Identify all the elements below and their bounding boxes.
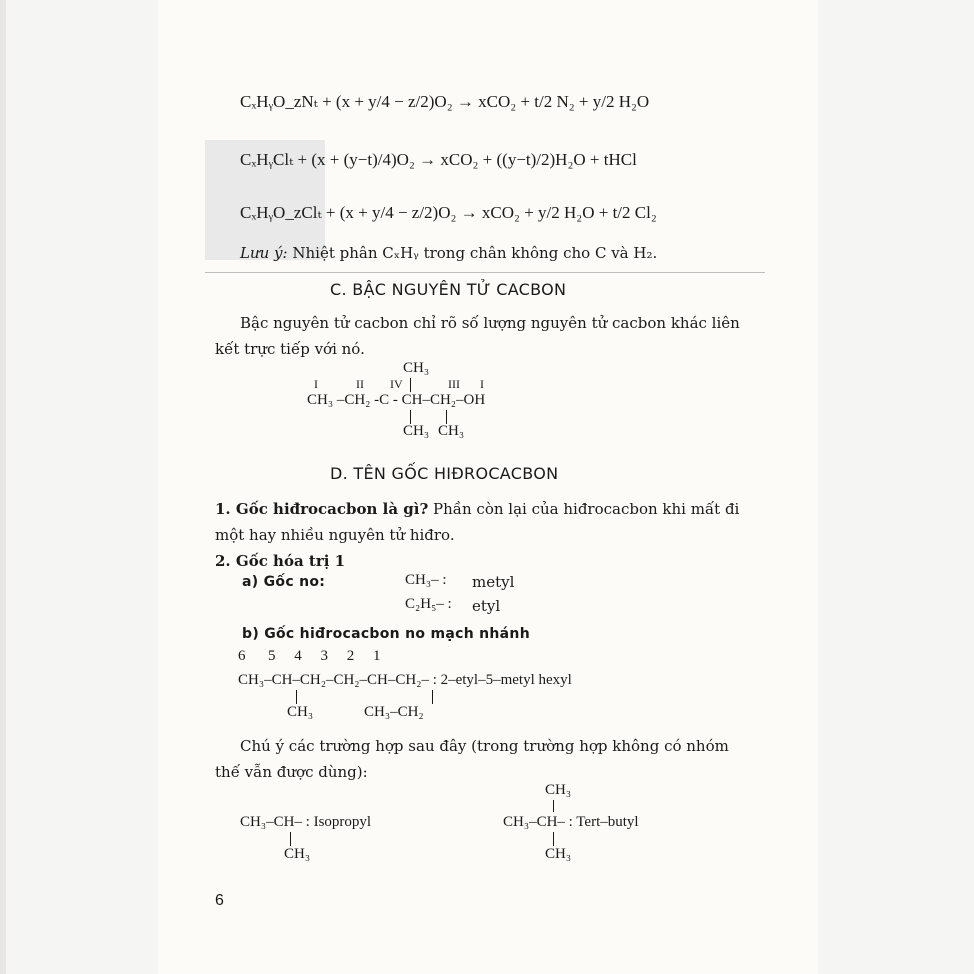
question-1-line1 <box>215 500 739 518</box>
section-c-text-line1: Bậc nguyên tử cacbon chỉ rõ số lượng nguyên tử cacbon khác liên <box>240 314 740 332</box>
question-1-label: 1. Gốc hiđrocacbon là gì? <box>215 500 429 518</box>
tertbutyl-bond-bottom <box>553 832 554 846</box>
level-1-left: I <box>314 377 318 391</box>
level-1-right: I <box>480 377 484 391</box>
section-c-text-line2: kết trực tiếp với nó. <box>215 340 365 358</box>
structure-bond-bottom-left <box>410 410 411 424</box>
metyl-name: metyl <box>472 573 515 591</box>
question-1-text: Phần còn lại của hiđrocacbon khi mất đi <box>428 500 740 518</box>
level-2: II <box>356 377 364 391</box>
question-1-line2: một hay nhiều nguyên tử hiđro. <box>215 526 455 544</box>
isopropyl-formula: CH₃–CH– : Isopropyl <box>240 814 372 830</box>
divider <box>205 272 765 273</box>
structure-bond-bottom-right <box>446 410 447 424</box>
structure-top-ch3: CH₃ <box>403 360 430 376</box>
page-edge <box>0 0 6 974</box>
combustion-equation-nitrogen: CₓHᵧO_zNₜ + (x + y/4 − z/2)O₂ → xCO₂ + t/2 N₂ + y/2 H₂O <box>240 92 650 111</box>
branched-chain-formula: CH₃–CH–CH₂–CH₂–CH–CH₂– : 2–etyl–5–metyl hexyl <box>238 672 572 688</box>
etyl-formula: C₂H₅– : <box>405 596 452 612</box>
note-line <box>240 244 657 262</box>
level-4: IV <box>390 377 403 391</box>
structure-bond-top <box>410 378 411 392</box>
branch-left-ch3: CH₃ <box>287 704 314 720</box>
note-label: Lưu ý: <box>240 244 288 262</box>
tertbutyl-bond-top <box>553 800 554 812</box>
branch-right-ethyl: CH₃–CH₂ <box>364 704 424 720</box>
chain-numbering: 6 5 4 3 2 1 <box>238 648 381 664</box>
note-line1: Chú ý các trường hợp sau đây (trong trường hợp không có nhóm <box>240 737 729 755</box>
question-2-label: 2. Gốc hóa trị 1 <box>215 552 346 570</box>
isopropyl-bottom-ch3: CH₃ <box>284 846 311 862</box>
tertbutyl-bottom-ch3: CH₃ <box>545 846 572 862</box>
tertbutyl-formula: CH₃–CH– : Tert–butyl <box>503 814 639 830</box>
structure-bottom-right-ch3: CH₃ <box>438 423 465 439</box>
etyl-name: etyl <box>472 597 501 615</box>
section-c-title: C. BẬC NGUYÊN TỬ CACBON <box>330 280 567 299</box>
metyl-formula: CH₃– : <box>405 572 447 588</box>
note-text: Nhiệt phân CₓHᵧ trong chân không cho C và H₂. <box>292 244 658 262</box>
combustion-equation-chlorine: CₓHᵧClₜ + (x + (y−t)/4)O₂ → xCO₂ + ((y−t)/2)H₂O + tHCl <box>240 150 637 169</box>
sub-b-label: b) Gốc hiđrocacbon no mạch nhánh <box>242 626 530 642</box>
section-d-title: D. TÊN GỐC HIĐROCACBON <box>330 464 559 483</box>
branch-bond-right <box>432 690 433 704</box>
combustion-equation-oxygen-chlorine: CₓHᵧO_zClₜ + (x + y/4 − z/2)O₂ → xCO₂ + y/2 H₂O + t/2 Cl₂ <box>240 203 657 222</box>
tertbutyl-top-ch3: CH₃ <box>545 782 572 798</box>
page-number: 6 <box>215 892 224 909</box>
note-line2: thế vẫn được dùng): <box>215 763 368 781</box>
sub-a-label: a) Gốc no: <box>242 574 326 590</box>
structure-main-chain: CH₃ –CH₂ -C - CH–CH₂–OH <box>307 392 486 408</box>
level-3: III <box>448 377 460 391</box>
isopropyl-bond-bottom <box>290 832 291 846</box>
branch-bond-left <box>296 690 297 704</box>
structure-bottom-left-ch3: CH₃ <box>403 423 430 439</box>
